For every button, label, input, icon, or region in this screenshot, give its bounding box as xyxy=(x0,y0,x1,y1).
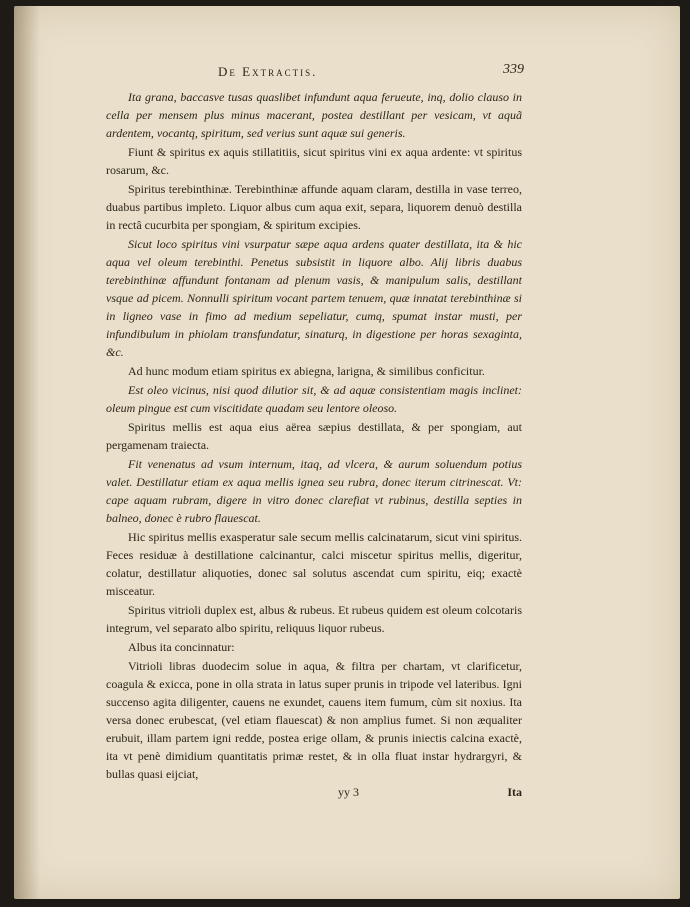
paragraph: Sicut loco spiritus vini vsurpatur sæpe aqua ardens quater destillata, ita & hic aqua vel oleum terebinthi. Penetus subsistit in liquore albo. Alij libris duabus terebinthinæ affundunt fontanam ad plenum vasis, & manipulum salis, destillant vsque ad picem. Nonnulli spiritum vocant partem tenuem, quæ innatat terebinthinæ si in ligneo vase in fimo ad medium sepeliatur, cumq, spumat instar musti, per infundibulum in phiolam transfundatur, sinaturq, in digestione per horas sexaginta, &c. xyxy=(106,237,522,359)
paragraph: Ita grana, baccasve tusas quaslibet infundunt aqua ferueute, inq, dolio clauso in cella per mensem plus minus macerant, postea destillant per vesicam, vt aquã ardentem, vocantq, spiritum, sed verius sunt aquæ sui generis. xyxy=(106,90,522,140)
paragraph: Spiritus terebinthinæ. Terebinthinæ affunde aquam claram, destilla in vase terreo, duabus partibus impleto. Liquor albus cum aqua exit, separa, liquorem denuò destilla in rectâ cucurbita per spongiam, & spiritum excipies. xyxy=(106,182,522,232)
book-page xyxy=(14,6,680,899)
paragraph: Fit venenatus ad vsum internum, itaq, ad vlcera, & aurum soluendum potius valet. Destillatur etiam ex aqua mellis ignea seu rubra, donec iterum citrinescat. Vt: cape aquam rubram, digere in vitro donec clarefiat vt rubinus, destilla septies in balneo, donec è rubro flauescat. xyxy=(106,457,522,525)
paragraph: Est oleo vicinus, nisi quod dilutior sit, & ad aquæ consistentiam magis inclinet: oleum pingue est cum viscitidate quadam seu lentore oleoso. xyxy=(106,383,522,415)
paragraph: Ad hunc modum etiam spiritus ex abiegna, larigna, & similibus conficitur. xyxy=(128,364,485,378)
page-header xyxy=(106,62,522,82)
paragraph: Fiunt & spiritus ex aquis stillatitiis, sicut spiritus vini ex aqua ardente: vt spiritus rosarum, &c. xyxy=(106,145,522,177)
signature-mark: yy 3 xyxy=(338,785,359,799)
page-gutter-shadow xyxy=(14,6,40,899)
paragraph: Spiritus vitrioli duplex est, albus & rubeus. Et rubeus quidem est oleum colcotaris integrum, vel separato albo spiritu, reliquus liquor rubeus. xyxy=(106,603,522,635)
paragraph: Vitrioli libras duodecim solue in aqua, & filtra per chartam, vt clarificetur, coagula & exicca, pone in olla strata in latus super prunis in tripode vel lateribus. Igni succenso agita diligenter, cauens ne exundet, cauens item fumum, cùm sit noxius. Ita versa donec erubescat, (vel etiam flauescat) & non amplius fumet. Si non æqualiter erubuit, illam partem igni redde, postea erige ollam, & prunis iniectis calcina exactè, ita vt penè dimidium quantitatis primæ restet, & in olla fluat instar hydrargyri, & bullas quasi eijciat, xyxy=(106,659,522,781)
page-footer xyxy=(106,785,522,805)
paragraph: Albus ita concinnatur: xyxy=(128,640,235,654)
paragraph: Spiritus mellis est aqua eius aërea sæpius destillata, & per spongiam, aut pergamenam traiecta. xyxy=(106,420,522,452)
text-block xyxy=(106,62,522,805)
catchword: Ita xyxy=(507,785,522,799)
paragraph: Hic spiritus mellis exasperatur sale secum mellis calcinatarum, sicut vini spiritus. Feces residuæ à destillatione calcinantur, calci miscetur spiritus mellis, digeritur, colatur, destillatur aliquoties, donec sal solutus ascendat cum spiritu, eiq; exactè misceatur. xyxy=(106,530,522,598)
running-title: De Extractis. xyxy=(218,64,318,79)
body-text xyxy=(106,88,522,783)
page-number: 339 xyxy=(503,62,524,77)
